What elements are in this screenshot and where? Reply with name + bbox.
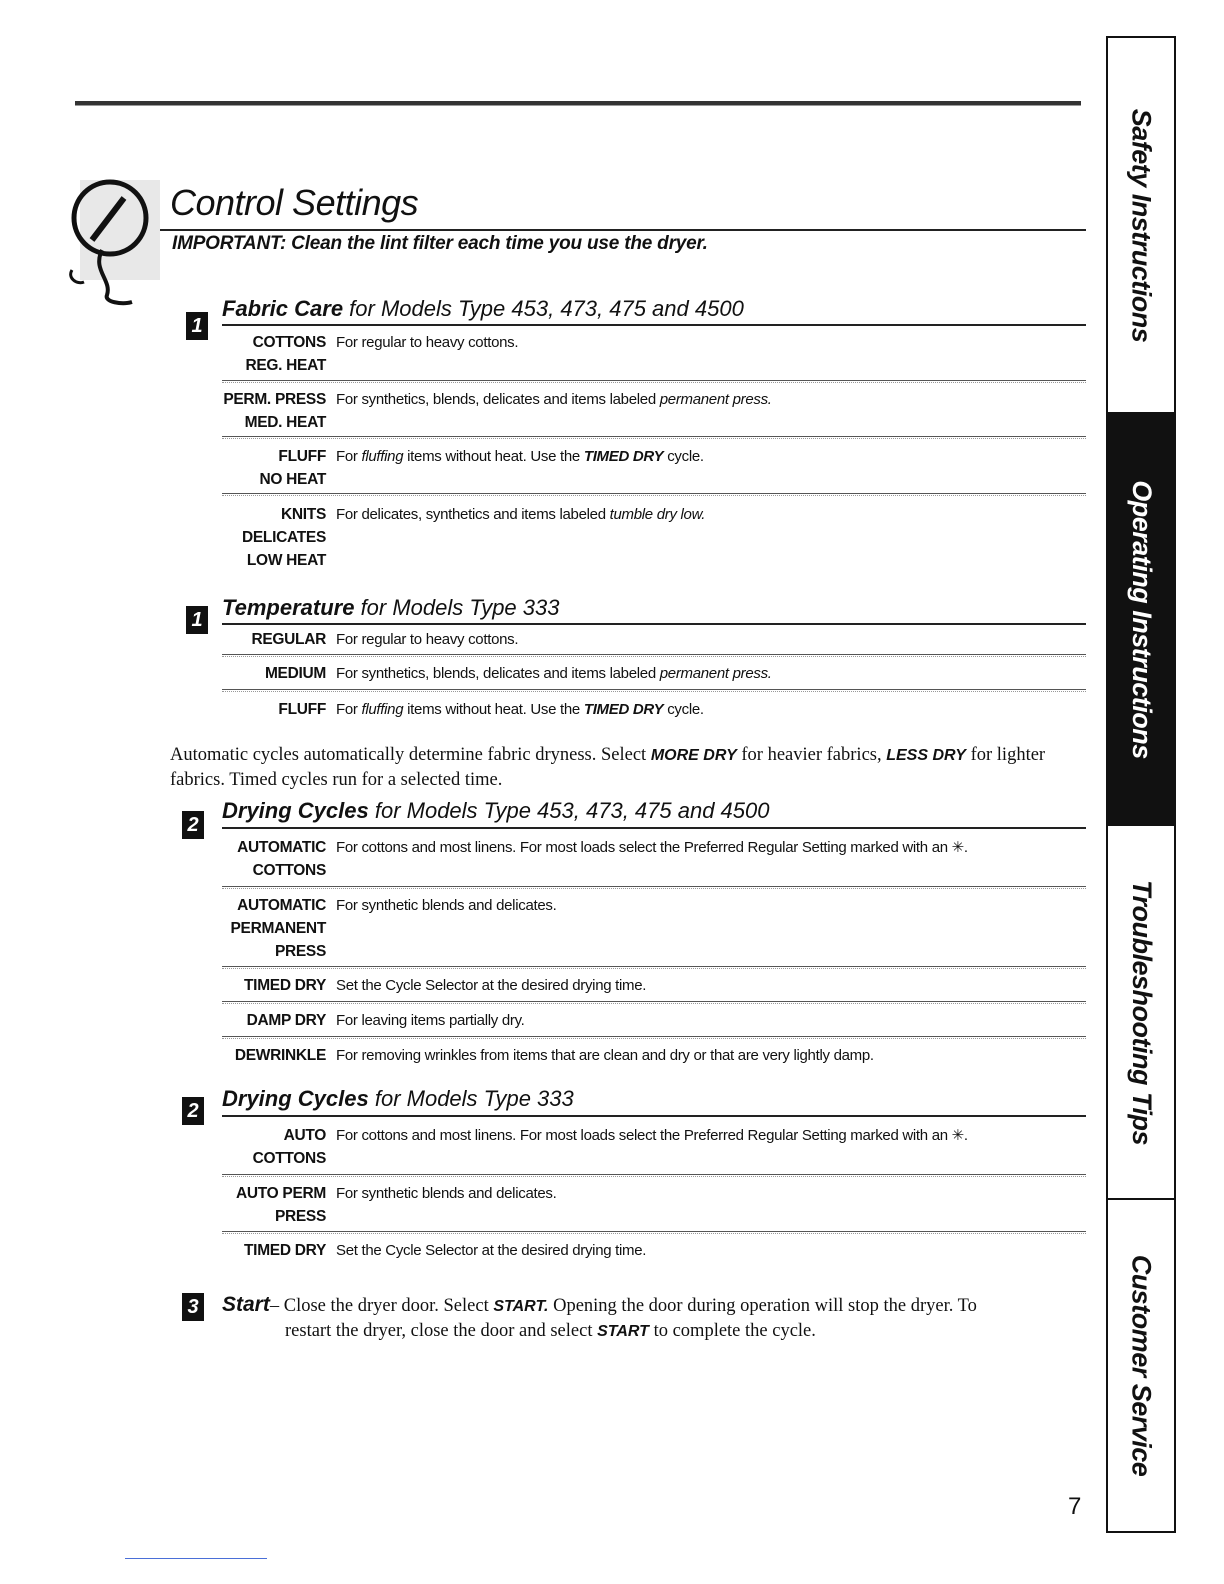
row-rule <box>222 1174 1086 1177</box>
row-rule <box>222 886 1086 889</box>
title-rule <box>160 229 1086 231</box>
row-rule <box>222 1036 1086 1039</box>
section-heading: Drying Cycles for Models Type 333 <box>222 1086 574 1111</box>
step-badge: 2 <box>182 1097 204 1125</box>
row-rule <box>222 654 1086 657</box>
tab-safety-instructions[interactable]: Safety Instructions <box>1108 38 1174 414</box>
tab-operating-instructions[interactable]: Operating Instructions <box>1108 414 1174 826</box>
row-rule <box>222 380 1086 383</box>
section-heading: Temperature for Models Type 333 <box>222 595 560 620</box>
tab-customer-service[interactable]: Customer Service <box>1126 1254 1157 1477</box>
step-badge: 1 <box>186 606 208 634</box>
tab-troubleshooting-tips[interactable]: Troubleshooting Tips <box>1108 826 1174 1200</box>
side-tab-bar <box>1106 36 1176 1533</box>
automatic-cycles-note: Automatic cycles automatically determine fabric dryness. Select MORE DRY for heavier fabrics, LESS DRY for lighter fabrics. Timed cycles run for a selected time. <box>170 745 1046 790</box>
start-instructions-cont: restart the dryer, close the door and select START to complete the cycle. <box>285 1321 816 1341</box>
section-rule <box>222 324 1086 326</box>
row-rule <box>222 689 1086 692</box>
section-heading: Fabric Care for Models Type 453, 473, 475 and 4500 <box>222 296 744 321</box>
row-rule <box>222 436 1086 439</box>
section-rule <box>222 623 1086 625</box>
step-badge: 1 <box>186 312 208 340</box>
top-rule <box>75 101 1081 106</box>
row-rule <box>222 1001 1086 1004</box>
section-rule <box>222 827 1086 829</box>
row-rule <box>222 966 1086 969</box>
row-rule <box>222 1231 1086 1234</box>
page-title: Control Settings <box>170 182 419 223</box>
control-knob-logo-icon <box>62 170 172 310</box>
important-note: IMPORTANT: Clean the lint filter each time you use the dryer. <box>172 233 708 254</box>
step-badge: 3 <box>182 1293 204 1321</box>
start-instructions: Start– Close the dryer door. Select START. Opening the door during operation will stop the dryer. To <box>222 1293 977 1316</box>
section-rule <box>222 1115 1086 1117</box>
page-number: 7 <box>1068 1493 1082 1520</box>
step-badge: 2 <box>182 811 204 839</box>
section-heading: Drying Cycles for Models Type 453, 473, 475 and 4500 <box>222 798 770 823</box>
bottom-rule <box>125 1558 267 1559</box>
row-rule <box>222 493 1086 496</box>
